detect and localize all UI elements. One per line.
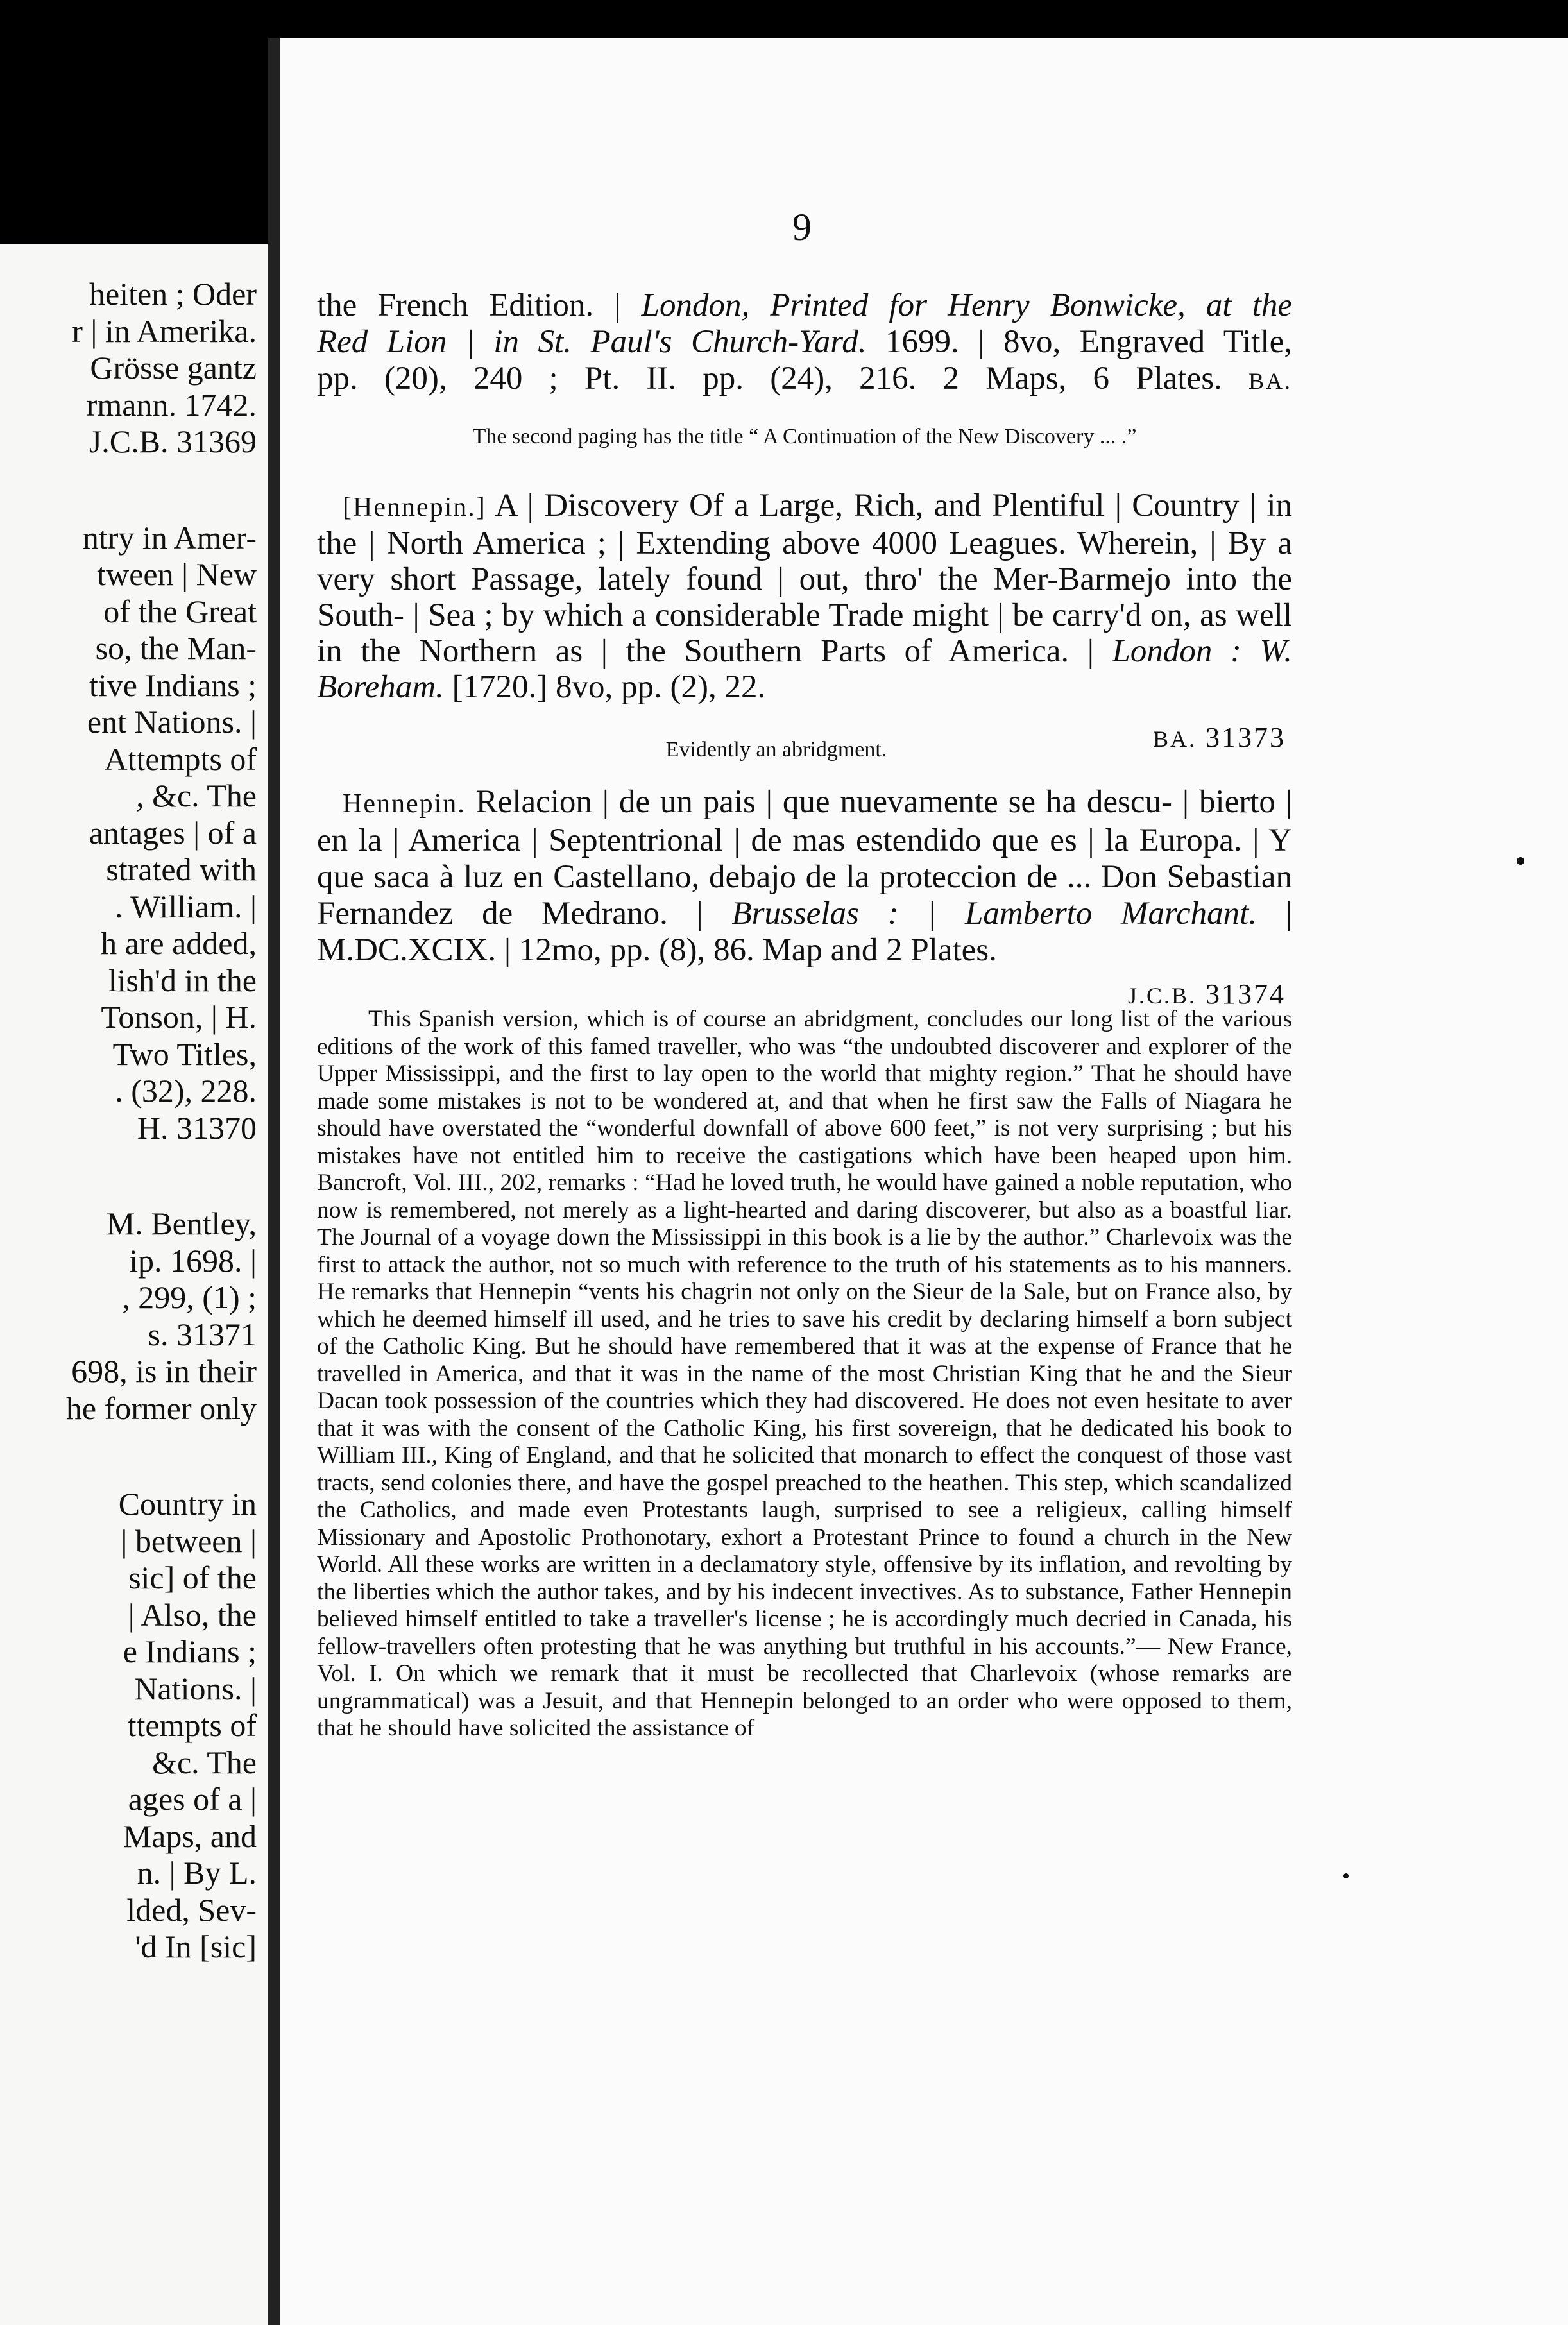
left-column-line: ntry in Amer- (82, 519, 257, 556)
entry2-ref-source: BA. (1152, 726, 1197, 752)
commentary-paragraph (317, 1006, 1292, 1742)
left-column-line: . (32), 228. (115, 1073, 257, 1109)
left-page-fragment (0, 0, 275, 2325)
left-column-line: Maps, and (123, 1818, 257, 1854)
entry2-reference (1153, 721, 1286, 754)
left-column-line: Grösse gantz (90, 350, 257, 386)
entry2-author: [Hennepin.] (343, 493, 486, 522)
left-column-line: ttempts of (127, 1707, 257, 1743)
left-column-line (0, 1427, 257, 1486)
left-column-line: Attempts of (104, 740, 257, 777)
left-column-line: 698, is in their (71, 1353, 257, 1389)
entry3-imprint: Brusselas : | Lamberto Marchant. (731, 896, 1257, 932)
left-column-line: sic] of the (128, 1560, 257, 1596)
left-column-line: | Also, the (128, 1596, 257, 1633)
left-column-line: | between | (121, 1522, 257, 1559)
entry3-ref-number: 31374 (1206, 978, 1286, 1010)
left-column-line: tween | New (97, 556, 257, 592)
left-column-line: s. 31371 (148, 1316, 257, 1352)
entry3-collation: | M.DC.XCIX. | 12mo, pp. (8), 86. Map and 2 Plates. (317, 896, 1292, 968)
left-column-line: lded, Sev- (126, 1891, 257, 1928)
left-column-line: so, the Man- (95, 630, 257, 666)
entry-french-edition (317, 287, 1292, 400)
left-column-line: strated with (106, 851, 257, 887)
left-column-line: tive Indians ; (89, 667, 257, 703)
margin-mark (1517, 857, 1524, 865)
entry1-ref: BA. (1248, 368, 1293, 394)
entry2-title: A | Discovery Of a Large, Rich, and Plentiful | Country | in the | North America ; | Extending above 4000 Leagues. Wherein, | By a very short Passage, lately found | out, thro' the Mer-Barmejo into the South- | Sea ; by which a considerable Trade might | be carry'd on, as well in the Northern as | the Southern Parts of America. | (317, 488, 1292, 669)
left-column-line: lish'd in the (108, 962, 257, 998)
left-column-line: rmann. 1742. (86, 386, 257, 423)
left-column-line: M. Bentley, (106, 1205, 257, 1241)
left-column-line: Tonson, | H. (101, 999, 257, 1035)
left-column-line: J.C.B. 31369 (89, 423, 257, 459)
entry-discovery (317, 488, 1292, 705)
left-column-line: h are added, (101, 925, 257, 961)
entry2-ref-number: 31373 (1206, 722, 1286, 753)
left-column-line: Country in (118, 1486, 257, 1522)
page-number: 9 (792, 206, 812, 248)
entry1-imprint: London, Printed for Henry Bonwicke, at the (641, 287, 1293, 323)
book-spine (268, 38, 280, 2325)
entry1-imprint-cont: Red Lion | in St. Paul's Church-Yard. (317, 324, 867, 360)
left-column-line: &c. The (152, 1744, 257, 1780)
left-column-line: Two Titles, (112, 1035, 257, 1072)
entry1-note: The second paging has the title “ A Continuation of the New Discovery ... .” (472, 425, 1137, 448)
left-column-line: ages of a | (128, 1781, 257, 1817)
left-column-line: 'd In [sic] (135, 1929, 257, 1964)
entry2-collation: [1720.] 8vo, pp. (2), 22. (443, 669, 766, 705)
left-column-line (0, 461, 257, 520)
left-column-line: , &c. The (136, 778, 257, 813)
margin-mark-small (1343, 1873, 1349, 1878)
left-page-shadow (0, 0, 275, 244)
left-column-line: antages | of a (89, 814, 257, 851)
left-column-line: , 299, (1) ; (122, 1279, 257, 1315)
left-column-line: ip. 1698. | (129, 1242, 257, 1279)
left-column-line: r | in Amerika. (72, 312, 257, 349)
entry1-date-format: 1699. | 8vo, Engraved Title, (866, 324, 1292, 360)
entry3-author: Hennepin. (343, 789, 466, 819)
left-column-line: e Indians ; (123, 1633, 257, 1669)
entry2-note: Evidently an abridgment. (665, 738, 887, 762)
left-column-line (0, 1146, 257, 1205)
entry3-title: Relacion | de un pais | que nuevamente se ha descu- | bierto | en la | America | Septentrional | de mas estendido que es | la Europa. | Y que saca à luz en Castellano, debajo de la proteccion de ... Don Sebastian Fernandez de Medrano. | (317, 784, 1292, 932)
entry3-ref-source: J.C.B. (1127, 983, 1197, 1009)
left-column-line: H. 31370 (137, 1109, 257, 1146)
left-column-line: n. | By L. (137, 1855, 257, 1891)
left-column-line: Nations. | (134, 1670, 257, 1707)
left-column-text (0, 276, 257, 1966)
left-column-line: he former only (65, 1390, 257, 1426)
left-column-line: heiten ; Oder (89, 276, 257, 312)
entry2-imprint: London : W. Boreham. (317, 633, 1293, 705)
entry1-line1-text: the French Edition. | (317, 287, 642, 323)
commentary-text: This Spanish version, which is of course an abridgment, concludes our long list of the various editions of the work of this famed traveller, who was “the undoubted discoverer and explorer of the Upper Mississippi, and the first to lay open to the world that mighty region.” That he should have made some mistakes is not to be wondered at, and that when he first saw the Falls of Niagara he should have overstated the “wonderful downfall of above 600 feet,” is not very surprising ; but his mistakes have not entitled him to receive the castigations which have been heaped upon him. Bancroft, Vol. III., 202, remarks : “Had he loved truth, he would have gained a noble reputation, who now is remembered, not merely as a light-hearted and daring discoverer, but also as a boastful liar. The Journal of a voyage down the Mississippi in this book is a lie by the author.” Charlevoix was the first to attack the author, not so much with reference to the truth of his statements as to his manners. He remarks that Hennepin “vents his chagrin not only on the Sieur de la Sale, but on France also, by which he deemed himself ill used, and he tries to save his credit by declaring himself a born subject of the Catholic King. But he should have remembered that it was at the expense of France that he travelled in America, and that it was in the name of the most Christian King that he and the Sieur Dacan took possession of the countries which they had discovered. He does not even hesitate to aver that it was with the consent of the Catholic King, his first sovereign, that he dedicated his book to William III., King of England, and that he solicited that monarch to effect the conquest of those vast tracts, send colonies there, and have the gospel preached to the heathen. This step, which scandalized the Catholics, and made even Protestants laugh, surprised to see a religieux, calling himself Missionary and Apostolic Prothonotary, exhort a Protestant Prince to found a church in the New World. All these works are written in a declamatory style, offensive by its inflation, and revolting by the liberties which the author takes, and by his indecent invectives. As to substance, Father Hennepin believed himself entitled to take a traveller's license ; he is accordingly much decried in Canada, his fellow-travellers often protesting that he was anything but truthful in his accounts.”— New France, Vol. I. On which we remark that it must be recollected that Charlevoix (whose remarks are ungrammatical) was a Jesuit, and that Hennepin belonged to an order who were opposed to them, that he should have solicited the assistance of (317, 1006, 1292, 1741)
entry1-collation: pp. (20), 240 ; Pt. II. pp. (24), 216. 2 Maps, 6 Plates. (317, 361, 1222, 396)
left-column-line: of the Great (103, 593, 257, 629)
entry-relacion (317, 784, 1292, 969)
left-column-line: . William. | (115, 888, 257, 924)
left-column-line: ent Nations. | (87, 704, 257, 740)
